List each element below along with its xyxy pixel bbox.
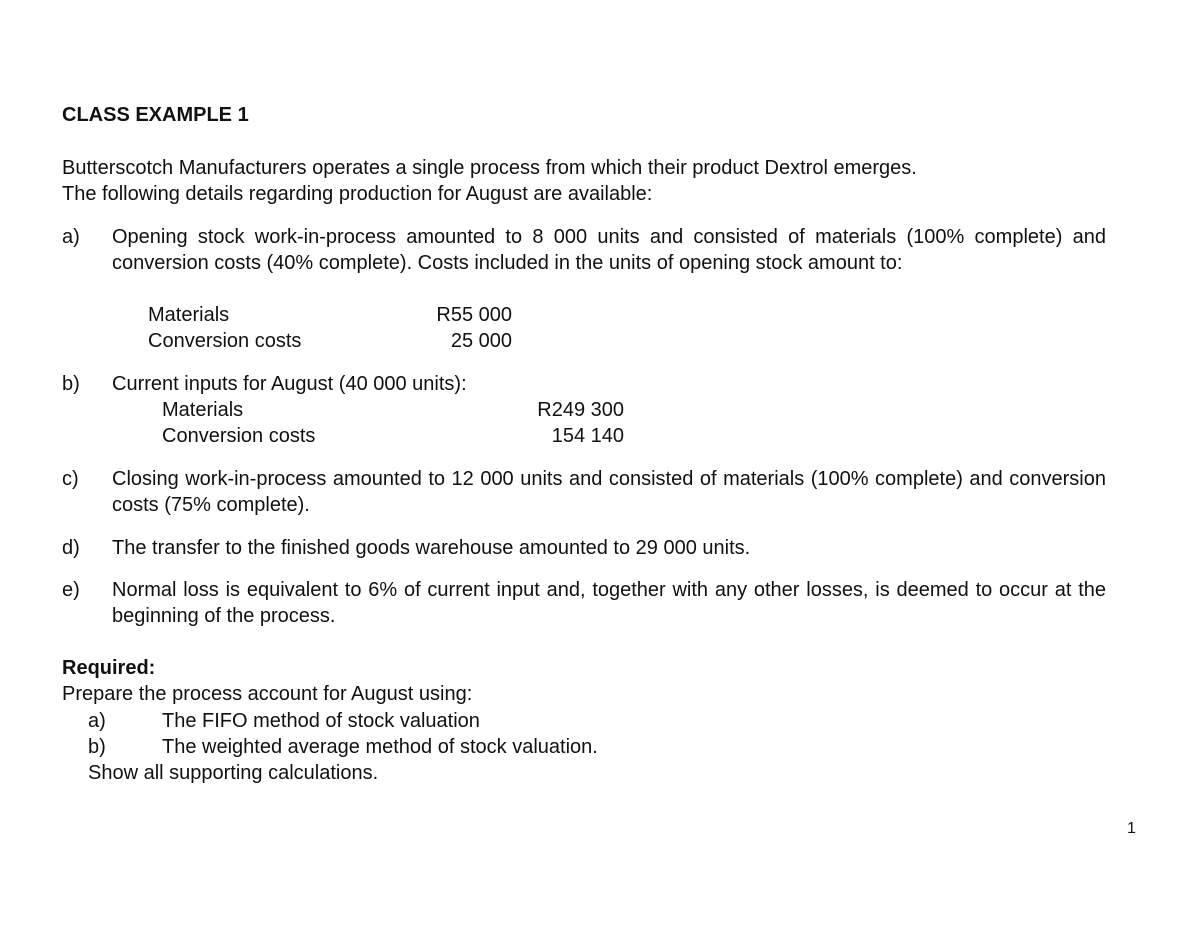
page-title: CLASS EXAMPLE 1 <box>62 104 249 126</box>
item-a-text: Opening stock work-in-process amounted to 8 000 units and consisted of materials (100% complete) and conversion costs (40% complete). Costs included in the units of opening stock amount to: <box>112 226 1106 274</box>
item-a-row-conversion-value: 25 000 <box>450 330 512 352</box>
required-prompt: Prepare the process account for August using: <box>62 683 473 705</box>
required-option-b-letter: b) <box>88 736 106 758</box>
required-heading: Required: <box>62 657 156 679</box>
item-a-row-conversion-label: Conversion costs <box>148 330 302 352</box>
item-c-text: Closing work-in-process amounted to 12 000 units and consisted of materials (100% complete) and conversion costs (75% complete). <box>112 468 1106 516</box>
intro-line-2: The following details regarding production for August are available: <box>62 183 653 205</box>
item-a-row-materials-label: Materials <box>148 304 230 326</box>
page-number: 1 <box>1127 820 1136 837</box>
item-d-text: The transfer to the finished goods warehouse amounted to 29 000 units. <box>112 537 751 559</box>
required-note: Show all supporting calculations. <box>88 762 379 784</box>
item-a-row-materials-value: R55 000 <box>436 304 512 326</box>
item-b-text: Current inputs for August (40 000 units): <box>112 373 467 395</box>
item-e-letter: e) <box>62 579 80 601</box>
item-b-row-conversion-value: 154 140 <box>551 425 624 447</box>
required-option-b-text: The weighted average method of stock valuation. <box>162 736 598 758</box>
item-b-letter: b) <box>62 373 80 395</box>
item-b-row-conversion-label: Conversion costs <box>162 425 316 447</box>
required-option-a-text: The FIFO method of stock valuation <box>162 710 480 732</box>
item-d-letter: d) <box>62 537 80 559</box>
item-c-letter: c) <box>62 468 79 490</box>
item-a-letter: a) <box>62 226 80 248</box>
item-b-row-materials-label: Materials <box>162 399 244 421</box>
required-option-a-letter: a) <box>88 710 106 732</box>
item-e-text: Normal loss is equivalent to 6% of current input and, together with any other losses, is deemed to occur at the beginning of the process. <box>112 579 1106 627</box>
intro-line-1: Butterscotch Manufacturers operates a single process from which their product Dextrol emerges. <box>62 157 917 179</box>
item-b-row-materials-value: R249 300 <box>537 399 624 421</box>
